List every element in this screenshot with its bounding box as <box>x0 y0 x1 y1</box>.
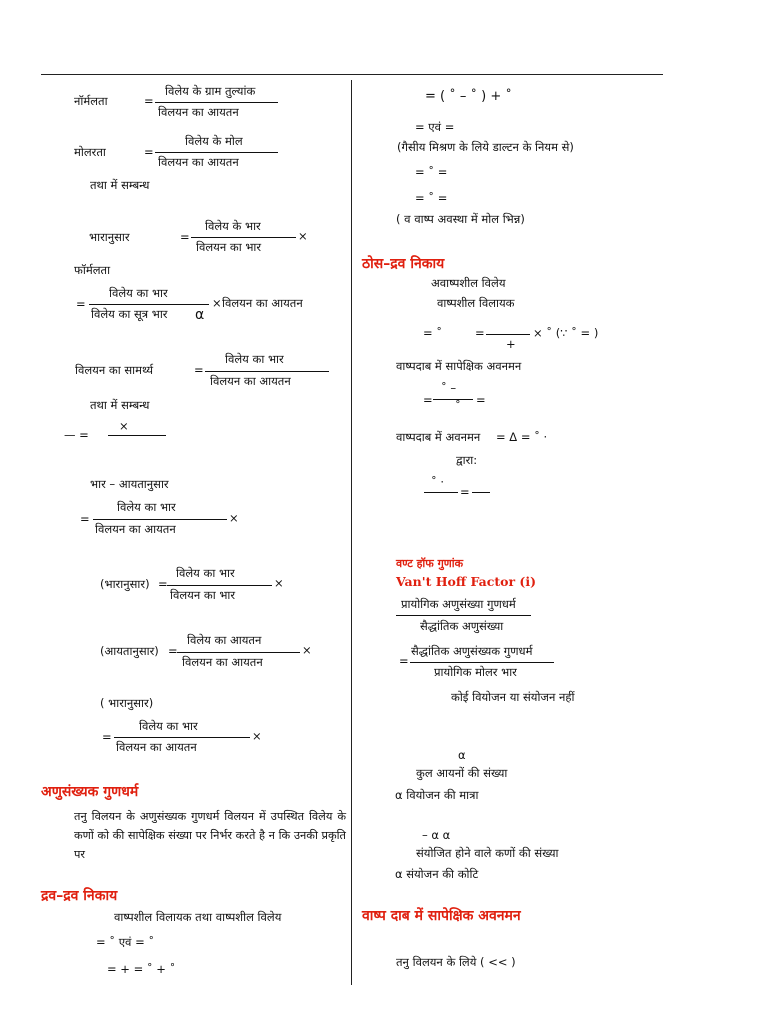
pct-mv-times: × <box>252 729 262 743</box>
vhf-denominator-2: प्रायोगिक मोलर भार <box>434 665 517 679</box>
vhf-numerator-2: सैद्धांतिक अणुसंख्यक गुणधर्म <box>411 644 533 658</box>
rel-eq-denominator: ˚ <box>455 399 461 413</box>
normality-denominator: विलयन का आयतन <box>158 105 239 119</box>
rel-eq-numerator: ˚ – <box>441 381 457 395</box>
formality-numerator: विलेय का भार <box>109 286 168 300</box>
lowering-label: वाष्पदाब में अवनमन <box>396 430 481 444</box>
dilute-solution-note: तनु विलयन के लिये ( << ) <box>396 955 516 969</box>
total-ions: कुल आयनों की संख्या <box>416 766 508 780</box>
no-dissociation-note: कोई वियोजन या संयोजन नहीं <box>451 690 575 704</box>
via-numerator: ˚ · <box>431 475 445 489</box>
normality-label: नॉर्मलता <box>74 94 108 108</box>
raoult-left: = ˚ <box>423 326 443 340</box>
pct-mass-equals: = <box>158 577 168 591</box>
pct-mass-numerator: विलेय का भार <box>176 566 235 580</box>
mass-volume-fraction-bar <box>93 519 227 520</box>
by-mass-numerator: विलेय के भार <box>205 219 261 233</box>
strength-numerator: विलेय का भार <box>225 352 284 366</box>
vhf-numerator-1: प्रायोगिक अणुसंख्या गुणधर्म <box>401 597 516 611</box>
pct-mv-numerator: विलेय का भार <box>139 719 198 733</box>
formality-tail: विलयन का आयतन <box>222 296 303 310</box>
by-mass-fraction-bar <box>191 237 296 238</box>
associated-particles: संयोजित होने वाले कणों की संख्या <box>416 846 559 860</box>
pct-volume-fraction-bar <box>177 652 300 653</box>
strength-fraction-bar <box>205 371 329 372</box>
relation-fraction-bar <box>108 435 166 436</box>
vhf-english: Van't Hoff Factor (i) <box>396 574 536 589</box>
formality-fraction-bar <box>89 304 209 305</box>
pct-volume-label: (आयतानुसार) <box>100 644 159 658</box>
mass-volume-numerator: विलेय का भार <box>117 500 176 514</box>
formality-times: × <box>212 296 222 310</box>
pct-mv-denominator: विलयन का आयतन <box>116 740 197 754</box>
pct-volume-times: × <box>302 643 312 657</box>
mass-volume-label: भार – आयतानुसार <box>90 477 169 491</box>
pct-mv-fraction-bar <box>114 737 250 738</box>
molarity-label: मोलरता <box>74 145 106 159</box>
raoult-fraction-bar <box>486 334 530 335</box>
vhf-equals: = <box>399 654 409 668</box>
top-rule <box>41 74 663 75</box>
pct-mass-label: (भारानुसार) <box>100 577 150 591</box>
vapour-note: ( व वाष्प अवस्था में मोल भिन्न) <box>396 212 525 226</box>
vhf-heading: वण्ट हॉफ गुणांक <box>396 557 464 570</box>
alpha-symbol: α <box>458 748 466 762</box>
liquid-line-1: वाष्पशील विलायक तथा वाष्पशील विलेय <box>114 910 282 924</box>
vhf-fraction-bar-2 <box>410 662 554 663</box>
strength-label: विलयन का सामर्थ्य <box>75 363 154 377</box>
molarity-equals: = <box>144 145 154 159</box>
right-eq-3: = ˚ = <box>415 165 448 179</box>
via-rhs-bar <box>472 492 490 493</box>
pct-mass-denominator: विलयन का भार <box>170 588 236 602</box>
molarity-numerator: विलेय के मोल <box>185 134 243 148</box>
formality-alpha: α <box>195 307 205 323</box>
relation-numerator: × <box>119 419 129 433</box>
strength-denominator: विलयन का आयतन <box>210 374 291 388</box>
via-equals: = <box>460 485 470 499</box>
raoult-right: × ˚ (∵ ˚ = ) <box>533 326 599 340</box>
minus-alpha: – α α <box>422 828 451 842</box>
raoult-equals: = <box>475 326 485 340</box>
by-mass-denominator: विलयन का भार <box>196 240 262 254</box>
formality-denominator: विलेय का सूत्र भार <box>91 307 168 321</box>
nonvolatile-solute: अवाष्पशील विलेय <box>431 276 506 290</box>
liquid-line-2: = ˚ एवं = ˚ <box>96 935 155 949</box>
normality-equals: = <box>144 94 154 108</box>
mass-volume-denominator: विलयन का आयतन <box>95 522 176 536</box>
right-eq-2: = एवं = <box>415 120 455 134</box>
pct-volume-equals: = <box>168 644 178 658</box>
column-divider <box>351 80 352 985</box>
vhf-fraction-bar-1 <box>396 615 531 616</box>
via-label: द्वारा: <box>456 453 478 467</box>
relation-line-1: तथा में सम्बन्ध <box>90 178 150 192</box>
association-degree: α संयोजन की कोटि <box>395 867 479 881</box>
rel-eq-right: = <box>476 393 486 407</box>
liquid-line-3: = + = ˚ + ˚ <box>107 962 176 976</box>
molarity-fraction-bar <box>155 152 278 153</box>
via-fraction-bar <box>424 492 458 493</box>
volatile-solvent: वाष्पशील विलायक <box>437 296 515 310</box>
right-eq-1: = ( ˚ – ˚ ) + ˚ <box>425 89 512 104</box>
lowering-equation: = Δ = ˚ · <box>496 430 548 444</box>
colligative-heading: अणुसंख्यक गुणधर्म <box>41 784 139 800</box>
by-mass-equals: = <box>180 230 190 244</box>
pct-mass-times: × <box>274 576 284 590</box>
dalton-note: (गैसीय मिश्रण के लिये डाल्टन के नियम से) <box>397 140 574 154</box>
rel-eq-left: = <box>423 393 433 407</box>
by-mass-label: भारानुसार <box>89 230 130 244</box>
solid-liquid-heading: ठोस–द्रव निकाय <box>362 256 445 272</box>
normality-numerator: विलेय के ग्राम तुल्यांक <box>165 84 256 98</box>
mass-volume-times: × <box>229 511 239 525</box>
dissociation-degree: α वियोजन की मात्रा <box>395 788 479 802</box>
formality-label: फॉर्मलता <box>74 263 111 277</box>
rel-eq-fraction-bar <box>433 399 473 400</box>
formality-equals: = <box>76 297 86 311</box>
right-eq-4: = ˚ = <box>415 191 448 205</box>
pct-mass-fraction-bar <box>167 585 272 586</box>
liquid-liquid-heading: द्रव–द्रव निकाय <box>41 888 118 904</box>
colligative-paragraph: तनु विलयन के अणुसंख्यक गुणधर्म विलयन में उपस्थित विलेय के कणों को की सापेक्षिक संख्या पर निर्भर करते है न कि उनकी प्रकृति पर <box>74 810 346 861</box>
raoult-plus: + <box>506 337 516 351</box>
relation-line-2: तथा में सम्बन्ध <box>90 398 150 412</box>
relation-equation: — = <box>64 428 89 442</box>
molarity-denominator: विलयन का आयतन <box>158 155 239 169</box>
by-mass-times: × <box>298 229 308 243</box>
vapour-pressure-heading: वाष्प दाब में सापेक्षिक अवनमन <box>362 908 521 924</box>
relative-lowering-label: वाष्पदाब में सापेक्षिक अवनमन <box>396 359 522 373</box>
normality-fraction-bar <box>155 102 278 103</box>
mass-volume-equals: = <box>80 512 90 526</box>
pct-volume-numerator: विलेय का आयतन <box>187 633 262 647</box>
pct-mv-equals: = <box>102 730 112 744</box>
pct-mv-label: ( भारानुसार) <box>100 696 154 710</box>
pct-volume-denominator: विलयन का आयतन <box>182 655 263 669</box>
strength-equals: = <box>194 363 204 377</box>
vhf-denominator-1: सैद्धांतिक अणुसंख्या <box>420 619 504 633</box>
